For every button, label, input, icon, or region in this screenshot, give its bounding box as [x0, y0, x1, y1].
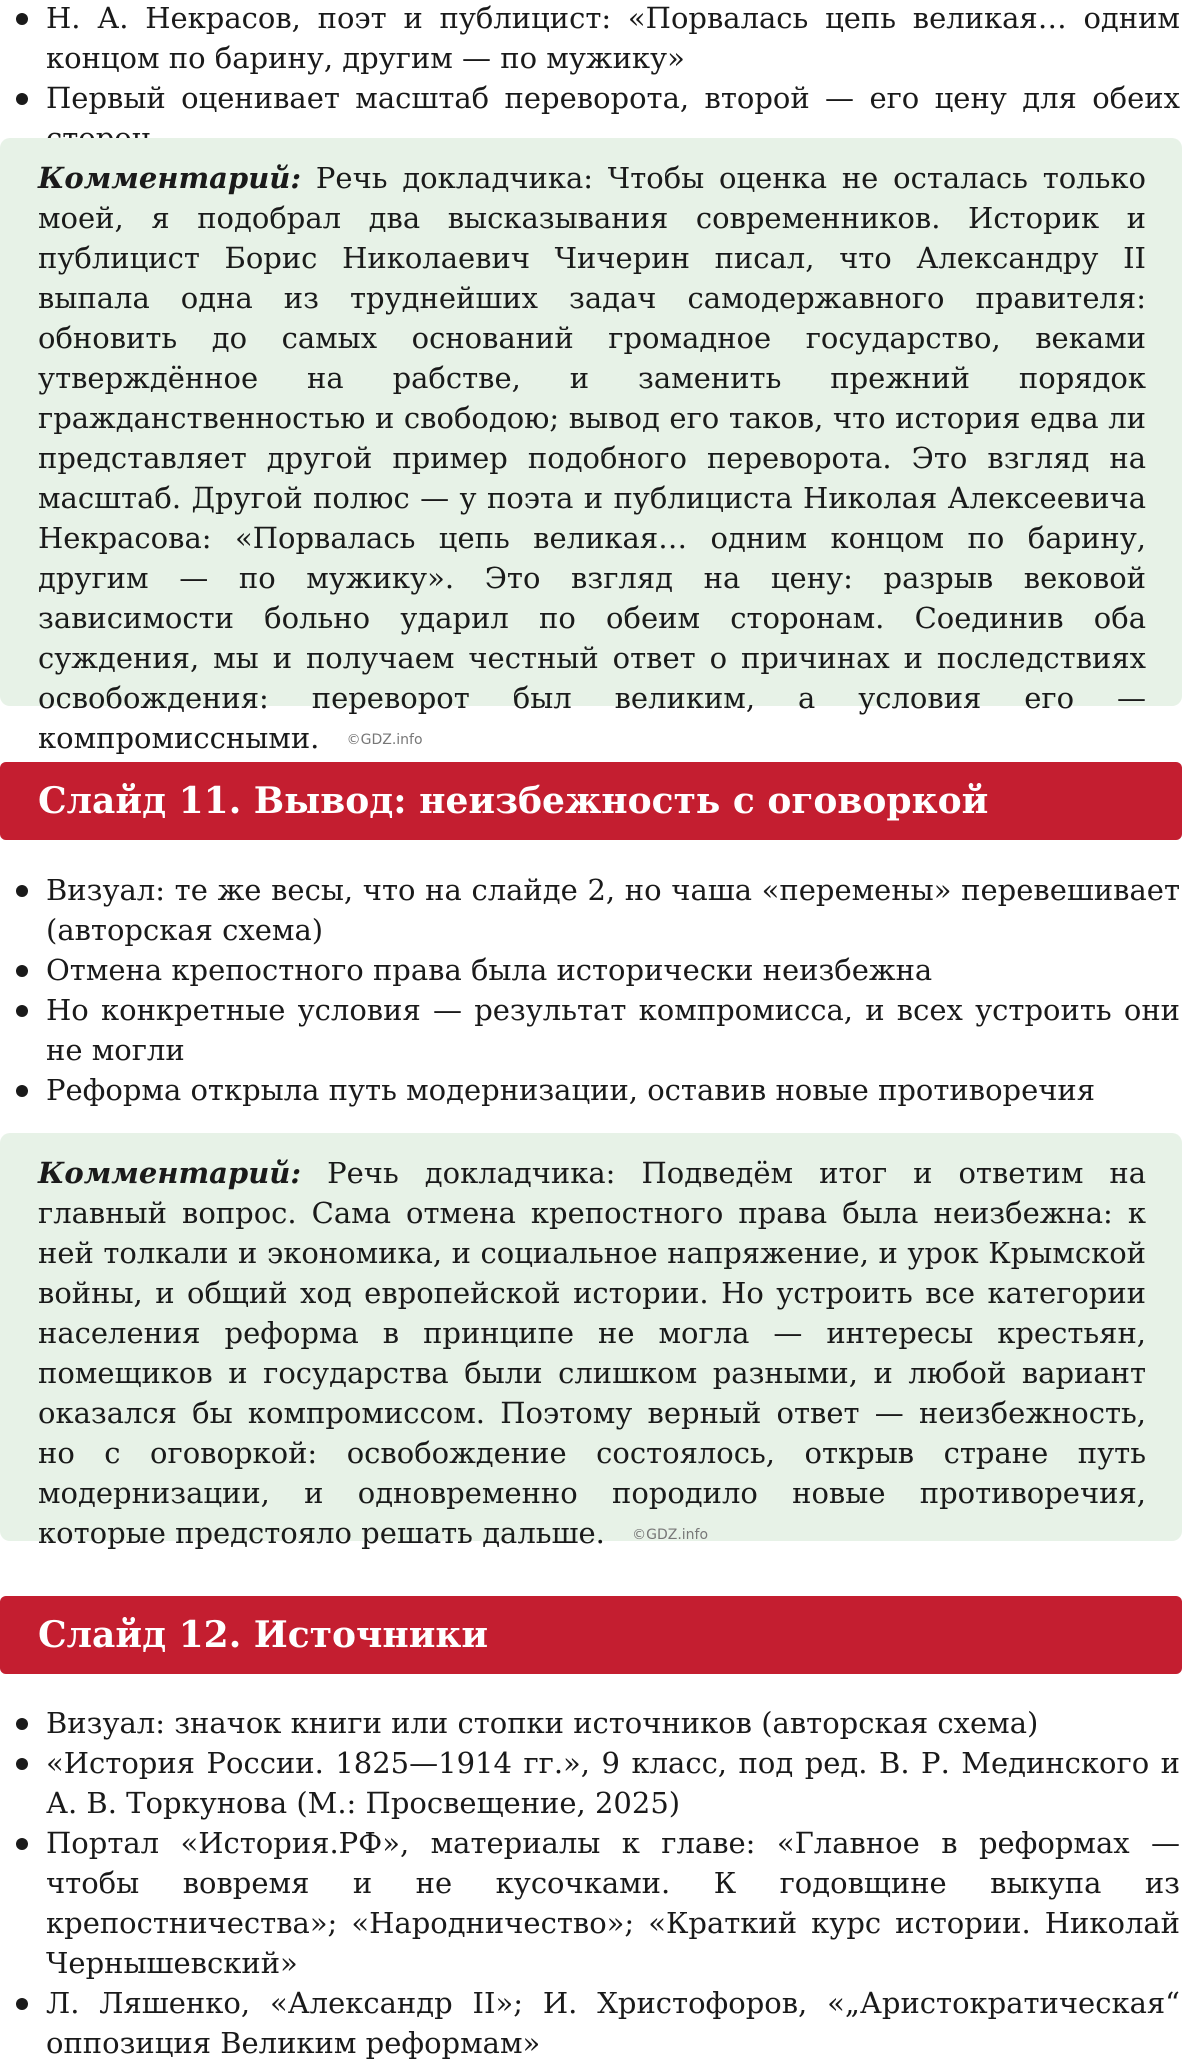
comment-label: Комментарий:: [38, 161, 302, 195]
list-item: Н. А. Некрасов, поэт и публицист: «Порвалась цепь великая… одним концом по барину, другим — по мужику»: [12, 0, 1180, 78]
list-item: Реформа открыла путь модернизации, оставив новые противоречия: [12, 1070, 1180, 1110]
slide-12-header: Слайд 12. Источники: [0, 1596, 1182, 1674]
list-item: «История России. 1825—1914 гг.», 9 класс, под ред. В. Р. Мединского и А. В. Торкунова (М.: Просвещение, 2025): [12, 1743, 1180, 1823]
watermark-mark: ©GDZ.info: [346, 732, 423, 748]
comment-text: Речь докладчика: Чтобы оценка не осталась только моей, я подобрал два высказывания современников. Историк и публицист Борис Николаевич Чичерин писал, что Александру II выпала одна из труднейших задач самодержавного правителя: обновить до самых оснований громадное государство, веками утверждённое на рабстве, и заменить прежний порядок гражданственностью и свободою; вывод его таков, что история едва ли представляет другой пример подобного переворота. Это взгляд на масштаб. Другой полюс — у поэта и публициста Николая Алексеевича Некрасова: «Порвалась цепь великая… одним концом по барину, другим — по мужику». Это взгляд на цену: разрыв вековой зависимости больно ударил по обеим сторонам. Соединив оба суждения, мы и получаем честный ответ о причинах и последствиях освобождения: переворот был великим, а условия его — компромиссными.: [38, 161, 1146, 755]
watermark-mark: ©GDZ.info: [632, 1527, 709, 1543]
list-item: Визуал: те же весы, что на слайде 2, но чаша «перемены» перевешивает (авторская схема): [12, 870, 1180, 950]
slide-12-bullet-list: [12, 1703, 1180, 2063]
list-item: Визуал: значок книги или стопки источников (авторская схема): [12, 1703, 1180, 1743]
comment-box: [0, 1133, 1182, 1550]
comment-box: [0, 138, 1182, 755]
list-item: Но конкретные условия — результат компромисса, и всех устроить они не могли: [12, 990, 1180, 1070]
list-item: Л. Ляшенко, «Александр II»; И. Христофоров, «„Аристократическая“ оппозиция Великим реформам»: [12, 1983, 1180, 2063]
list-item: Портал «История.РФ», материалы к главе: «Главное в реформах — чтобы вовремя и не кусочками. К годовщине выкупа из крепостничества»; «Народничество»; «Краткий курс истории. Николай Чернышевский»: [12, 1823, 1180, 1983]
slide-11-bullet-list: [12, 870, 1180, 1110]
list-item: Отмена крепостного права была исторически неизбежна: [12, 950, 1180, 990]
comment-text: Речь докладчика: Подведём итог и ответим на главный вопрос. Сама отмена крепостного права была неизбежна: к ней толкали и экономика, и социальное напряжение, и урок Крымской войны, и общий ход европейской истории. Но устроить все категории населения реформа в принципе не могла — интересы крестьян, помещиков и государства были слишком разными, и любой вариант оказался бы компромиссом. Поэтому верный ответ — неизбежность, но с оговоркой: освобождение состоялось, открыв стране путь модернизации, и одновременно породило новые противоречия, которые предстояло решать дальше.: [38, 1156, 1147, 1550]
comment-label: Комментарий:: [38, 1156, 302, 1190]
list-item: Первый оценивает масштаб переворота, второй — его цену для обеих: [12, 78, 1180, 158]
top-bullet-list: [12, 0, 1180, 158]
slide-11-header: Слайд 11. Вывод: неизбежность с оговоркой: [0, 762, 1182, 840]
